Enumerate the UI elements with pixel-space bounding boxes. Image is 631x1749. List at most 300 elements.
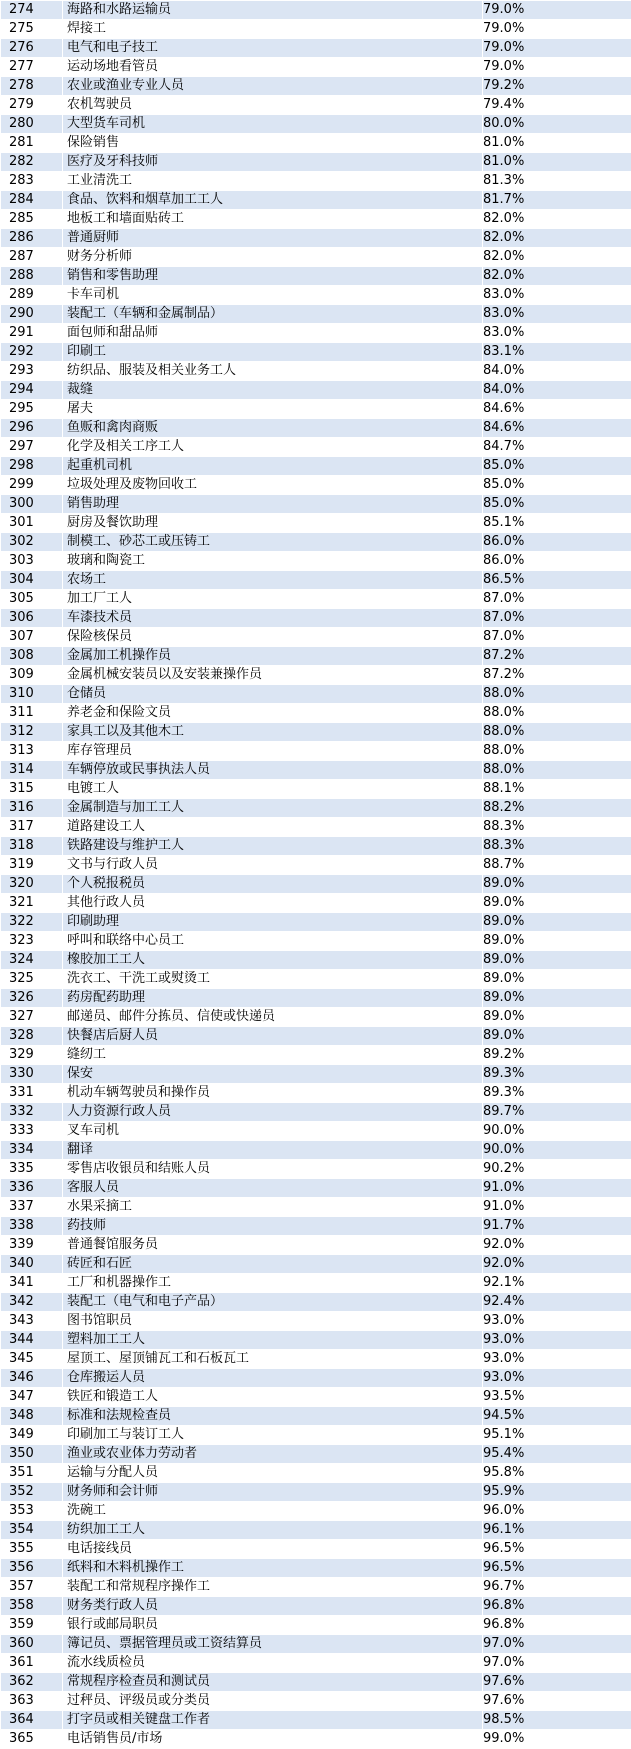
occupation-cell[interactable]: 电话接线员 xyxy=(63,1540,483,1559)
rank-cell[interactable]: 296 xyxy=(1,419,63,438)
probability-cell[interactable]: 88.0% xyxy=(483,685,631,704)
occupation-cell[interactable]: 卡车司机 xyxy=(63,286,483,305)
probability-cell[interactable]: 89.0% xyxy=(483,932,631,951)
occupation-cell[interactable]: 铁匠和锻造工人 xyxy=(63,1388,483,1407)
occupation-cell[interactable]: 保安 xyxy=(63,1065,483,1084)
rank-cell[interactable]: 337 xyxy=(1,1198,63,1217)
occupation-cell[interactable]: 工业清洗工 xyxy=(63,172,483,191)
occupation-cell[interactable]: 纺织加工工人 xyxy=(63,1521,483,1540)
probability-cell[interactable]: 88.7% xyxy=(483,856,631,875)
probability-cell[interactable]: 91.0% xyxy=(483,1198,631,1217)
probability-cell[interactable]: 82.0% xyxy=(483,210,631,229)
occupation-cell[interactable]: 药技师 xyxy=(63,1217,483,1236)
occupation-cell[interactable]: 常规程序检查员和测试员 xyxy=(63,1673,483,1692)
table-row xyxy=(1,1331,631,1350)
occupation-cell[interactable]: 装配工（车辆和金属制品） xyxy=(63,305,483,324)
rank-cell[interactable]: 275 xyxy=(1,20,63,39)
rank-cell[interactable]: 322 xyxy=(1,913,63,932)
rank-cell[interactable]: 313 xyxy=(1,742,63,761)
rank-cell[interactable]: 297 xyxy=(1,438,63,457)
occupation-cell[interactable]: 印刷工 xyxy=(63,343,483,362)
table-row xyxy=(1,495,631,514)
probability-cell[interactable]: 89.0% xyxy=(483,875,631,894)
occupation-cell[interactable]: 纺织品、服装及相关业务工人 xyxy=(63,362,483,381)
occupation-cell[interactable]: 砖匠和石匠 xyxy=(63,1255,483,1274)
rank-cell[interactable]: 318 xyxy=(1,837,63,856)
occupation-cell[interactable]: 裁缝 xyxy=(63,381,483,400)
occupation-cell[interactable]: 家具工以及其他木工 xyxy=(63,723,483,742)
probability-cell[interactable]: 94.5% xyxy=(483,1407,631,1426)
occupation-cell[interactable]: 医疗及牙科技师 xyxy=(63,153,483,172)
probability-cell[interactable]: 87.0% xyxy=(483,609,631,628)
probability-cell[interactable]: 97.6% xyxy=(483,1673,631,1692)
probability-cell[interactable]: 84.0% xyxy=(483,381,631,400)
rank-cell[interactable]: 345 xyxy=(1,1350,63,1369)
probability-cell[interactable]: 84.0% xyxy=(483,362,631,381)
occupation-cell[interactable]: 零售店收银员和结账人员 xyxy=(63,1160,483,1179)
probability-cell[interactable]: 85.0% xyxy=(483,476,631,495)
rank-cell[interactable]: 336 xyxy=(1,1179,63,1198)
occupation-cell[interactable]: 机动车辆驾驶员和操作员 xyxy=(63,1084,483,1103)
probability-cell[interactable]: 89.0% xyxy=(483,894,631,913)
rank-cell[interactable]: 365 xyxy=(1,1730,63,1749)
occupation-cell[interactable]: 快餐店后厨人员 xyxy=(63,1027,483,1046)
occupation-cell[interactable]: 水果采摘工 xyxy=(63,1198,483,1217)
probability-cell[interactable]: 83.0% xyxy=(483,305,631,324)
occupation-cell[interactable]: 个人税报税员 xyxy=(63,875,483,894)
occupation-cell[interactable]: 加工厂工人 xyxy=(63,590,483,609)
occupation-cell[interactable]: 制模工、砂芯工或压铸工 xyxy=(63,533,483,552)
rank-cell[interactable]: 279 xyxy=(1,96,63,115)
occupation-cell[interactable]: 电镀工人 xyxy=(63,780,483,799)
probability-cell[interactable]: 89.0% xyxy=(483,970,631,989)
occupation-cell[interactable]: 运动场地看管员 xyxy=(63,58,483,77)
probability-cell[interactable]: 88.2% xyxy=(483,799,631,818)
probability-cell[interactable]: 88.0% xyxy=(483,723,631,742)
rank-cell[interactable]: 281 xyxy=(1,134,63,153)
table-row xyxy=(1,1464,631,1483)
probability-cell[interactable]: 88.0% xyxy=(483,742,631,761)
probability-cell[interactable]: 96.7% xyxy=(483,1578,631,1597)
rank-cell[interactable]: 360 xyxy=(1,1635,63,1654)
rank-cell[interactable]: 359 xyxy=(1,1616,63,1635)
occupation-cell[interactable]: 运输与分配人员 xyxy=(63,1464,483,1483)
rank-cell[interactable]: 311 xyxy=(1,704,63,723)
table-row xyxy=(1,1521,631,1540)
probability-cell[interactable]: 95.4% xyxy=(483,1445,631,1464)
rank-cell[interactable]: 309 xyxy=(1,666,63,685)
occupation-cell[interactable]: 库存管理员 xyxy=(63,742,483,761)
occupation-cell[interactable]: 地板工和墙面贴砖工 xyxy=(63,210,483,229)
rank-cell[interactable]: 304 xyxy=(1,571,63,590)
occupation-cell[interactable]: 缝纫工 xyxy=(63,1046,483,1065)
probability-cell[interactable]: 81.0% xyxy=(483,134,631,153)
probability-cell[interactable]: 82.0% xyxy=(483,267,631,286)
rank-cell[interactable]: 298 xyxy=(1,457,63,476)
occupation-cell[interactable]: 普通厨师 xyxy=(63,229,483,248)
rank-cell[interactable]: 330 xyxy=(1,1065,63,1084)
probability-cell[interactable]: 98.5% xyxy=(483,1711,631,1730)
rank-cell[interactable]: 329 xyxy=(1,1046,63,1065)
probability-cell[interactable]: 87.2% xyxy=(483,647,631,666)
occupation-cell[interactable]: 标准和法规检查员 xyxy=(63,1407,483,1426)
probability-cell[interactable]: 87.0% xyxy=(483,590,631,609)
rank-cell[interactable]: 323 xyxy=(1,932,63,951)
probability-cell[interactable]: 96.8% xyxy=(483,1597,631,1616)
rank-cell[interactable]: 300 xyxy=(1,495,63,514)
occupation-cell[interactable]: 道路建设工人 xyxy=(63,818,483,837)
table-row xyxy=(1,381,631,400)
rank-cell[interactable]: 316 xyxy=(1,799,63,818)
rank-cell[interactable]: 302 xyxy=(1,533,63,552)
occupation-cell[interactable]: 车漆技术员 xyxy=(63,609,483,628)
probability-cell[interactable]: 85.0% xyxy=(483,495,631,514)
probability-cell[interactable]: 93.0% xyxy=(483,1369,631,1388)
occupation-cell[interactable]: 金属机械安装员以及安装兼操作员 xyxy=(63,666,483,685)
rank-cell[interactable]: 283 xyxy=(1,172,63,191)
probability-cell[interactable]: 97.0% xyxy=(483,1654,631,1673)
probability-cell[interactable]: 81.0% xyxy=(483,153,631,172)
probability-cell[interactable]: 92.0% xyxy=(483,1255,631,1274)
occupation-cell[interactable]: 装配工（电气和电子产品） xyxy=(63,1293,483,1312)
rank-cell[interactable]: 364 xyxy=(1,1711,63,1730)
probability-cell[interactable]: 92.0% xyxy=(483,1236,631,1255)
probability-cell[interactable]: 97.6% xyxy=(483,1692,631,1711)
occupation-cell[interactable]: 保险销售 xyxy=(63,134,483,153)
occupation-cell[interactable]: 印刷助理 xyxy=(63,913,483,932)
probability-cell[interactable]: 86.0% xyxy=(483,533,631,552)
probability-cell[interactable]: 88.1% xyxy=(483,780,631,799)
occupation-cell[interactable]: 财务师和会计师 xyxy=(63,1483,483,1502)
rank-cell[interactable]: 332 xyxy=(1,1103,63,1122)
table-row xyxy=(1,1255,631,1274)
occupation-cell[interactable]: 金属制造与加工工人 xyxy=(63,799,483,818)
occupation-cell[interactable]: 渔业或农业体力劳动者 xyxy=(63,1445,483,1464)
occupation-cell[interactable]: 塑料加工工人 xyxy=(63,1331,483,1350)
rank-cell[interactable]: 351 xyxy=(1,1464,63,1483)
table-row xyxy=(1,1274,631,1293)
rank-cell[interactable]: 286 xyxy=(1,229,63,248)
probability-cell[interactable]: 82.0% xyxy=(483,229,631,248)
occupation-cell[interactable]: 药房配药助理 xyxy=(63,989,483,1008)
probability-cell[interactable]: 81.7% xyxy=(483,191,631,210)
probability-cell[interactable]: 85.1% xyxy=(483,514,631,533)
occupation-cell[interactable]: 银行或邮局职员 xyxy=(63,1616,483,1635)
table-row xyxy=(1,115,631,134)
rank-cell[interactable]: 348 xyxy=(1,1407,63,1426)
table-row xyxy=(1,1350,631,1369)
occupation-cell[interactable]: 焊接工 xyxy=(63,20,483,39)
occupation-cell[interactable]: 印刷加工与装订工人 xyxy=(63,1426,483,1445)
probability-cell[interactable]: 90.0% xyxy=(483,1122,631,1141)
occupation-cell[interactable]: 玻璃和陶瓷工 xyxy=(63,552,483,571)
rank-cell[interactable]: 320 xyxy=(1,875,63,894)
rank-cell[interactable]: 344 xyxy=(1,1331,63,1350)
probability-cell[interactable]: 89.0% xyxy=(483,1027,631,1046)
probability-cell[interactable]: 91.7% xyxy=(483,1217,631,1236)
rank-cell[interactable]: 324 xyxy=(1,951,63,970)
occupation-cell[interactable]: 普通餐馆服务员 xyxy=(63,1236,483,1255)
occupation-cell[interactable]: 簿记员、票据管理员或工资结算员 xyxy=(63,1635,483,1654)
probability-cell[interactable]: 88.3% xyxy=(483,837,631,856)
probability-cell[interactable]: 95.8% xyxy=(483,1464,631,1483)
occupation-cell[interactable]: 海路和水路运输员 xyxy=(63,1,483,20)
rank-cell[interactable]: 338 xyxy=(1,1217,63,1236)
rank-cell[interactable]: 290 xyxy=(1,305,63,324)
rank-cell[interactable]: 314 xyxy=(1,761,63,780)
rank-cell[interactable]: 347 xyxy=(1,1388,63,1407)
probability-cell[interactable]: 96.1% xyxy=(483,1521,631,1540)
occupation-cell[interactable]: 农场工 xyxy=(63,571,483,590)
probability-cell[interactable]: 89.0% xyxy=(483,913,631,932)
probability-cell[interactable]: 86.5% xyxy=(483,571,631,590)
occupation-cell[interactable]: 农机驾驶员 xyxy=(63,96,483,115)
probability-cell[interactable]: 80.0% xyxy=(483,115,631,134)
probability-cell[interactable]: 89.2% xyxy=(483,1046,631,1065)
table-row xyxy=(1,20,631,39)
rank-cell[interactable]: 280 xyxy=(1,115,63,134)
rank-cell[interactable]: 308 xyxy=(1,647,63,666)
occupation-cell[interactable]: 翻译 xyxy=(63,1141,483,1160)
probability-cell[interactable]: 86.0% xyxy=(483,552,631,571)
probability-cell[interactable]: 89.3% xyxy=(483,1084,631,1103)
table-row xyxy=(1,77,631,96)
occupation-cell[interactable]: 仓储员 xyxy=(63,685,483,704)
rank-cell[interactable]: 356 xyxy=(1,1559,63,1578)
probability-cell[interactable]: 89.0% xyxy=(483,989,631,1008)
probability-cell[interactable]: 81.3% xyxy=(483,172,631,191)
occupation-cell[interactable]: 垃圾处理及废物回收工 xyxy=(63,476,483,495)
occupation-cell[interactable]: 图书馆职员 xyxy=(63,1312,483,1331)
rank-cell[interactable]: 342 xyxy=(1,1293,63,1312)
rank-cell[interactable]: 301 xyxy=(1,514,63,533)
table-row xyxy=(1,286,631,305)
rank-cell[interactable]: 355 xyxy=(1,1540,63,1559)
occupation-cell[interactable]: 财务类行政人员 xyxy=(63,1597,483,1616)
probability-cell[interactable]: 93.0% xyxy=(483,1312,631,1331)
table-row xyxy=(1,1312,631,1331)
occupation-cell[interactable]: 其他行政人员 xyxy=(63,894,483,913)
occupation-cell[interactable]: 仓库搬运人员 xyxy=(63,1369,483,1388)
occupation-cell[interactable]: 养老金和保险文员 xyxy=(63,704,483,723)
probability-cell[interactable]: 83.1% xyxy=(483,343,631,362)
probability-cell[interactable]: 79.2% xyxy=(483,77,631,96)
probability-cell[interactable]: 96.5% xyxy=(483,1559,631,1578)
rank-cell[interactable]: 294 xyxy=(1,381,63,400)
probability-cell[interactable]: 83.0% xyxy=(483,324,631,343)
occupation-cell[interactable]: 厨房及餐饮助理 xyxy=(63,514,483,533)
probability-cell[interactable]: 82.0% xyxy=(483,248,631,267)
probability-cell[interactable]: 79.0% xyxy=(483,20,631,39)
rank-cell[interactable]: 285 xyxy=(1,210,63,229)
probability-cell[interactable]: 79.4% xyxy=(483,96,631,115)
occupation-cell[interactable]: 洗衣工、干洗工或熨烫工 xyxy=(63,970,483,989)
occupation-cell[interactable]: 客服人员 xyxy=(63,1179,483,1198)
probability-cell[interactable]: 96.8% xyxy=(483,1616,631,1635)
table-row xyxy=(1,1730,631,1749)
rank-cell[interactable]: 321 xyxy=(1,894,63,913)
rank-cell[interactable]: 333 xyxy=(1,1122,63,1141)
rank-cell[interactable]: 319 xyxy=(1,856,63,875)
table-row xyxy=(1,761,631,780)
occupation-cell[interactable]: 车辆停放或民事执法人员 xyxy=(63,761,483,780)
rank-cell[interactable]: 310 xyxy=(1,685,63,704)
probability-cell[interactable]: 87.2% xyxy=(483,666,631,685)
rank-cell[interactable]: 312 xyxy=(1,723,63,742)
probability-cell[interactable]: 88.0% xyxy=(483,704,631,723)
probability-cell[interactable]: 92.4% xyxy=(483,1293,631,1312)
table-row xyxy=(1,932,631,951)
rank-cell[interactable]: 358 xyxy=(1,1597,63,1616)
occupation-cell[interactable]: 面包师和甜品师 xyxy=(63,324,483,343)
occupation-cell[interactable]: 人力资源行政人员 xyxy=(63,1103,483,1122)
table-row xyxy=(1,1559,631,1578)
probability-cell[interactable]: 95.1% xyxy=(483,1426,631,1445)
rank-cell[interactable]: 327 xyxy=(1,1008,63,1027)
occupation-cell[interactable]: 电话销售员/市场 xyxy=(63,1730,483,1749)
occupation-cell[interactable]: 化学及相关工序工人 xyxy=(63,438,483,457)
occupation-cell[interactable]: 装配工和常规程序操作工 xyxy=(63,1578,483,1597)
probability-cell[interactable]: 85.0% xyxy=(483,457,631,476)
occupation-cell[interactable]: 财务分析师 xyxy=(63,248,483,267)
rank-cell[interactable]: 295 xyxy=(1,400,63,419)
occupation-cell[interactable]: 橡胶加工工人 xyxy=(63,951,483,970)
table-row xyxy=(1,1141,631,1160)
rank-cell[interactable]: 343 xyxy=(1,1312,63,1331)
rank-cell[interactable]: 339 xyxy=(1,1236,63,1255)
occupation-cell[interactable]: 打字员或相关键盘工作者 xyxy=(63,1711,483,1730)
rank-cell[interactable]: 274 xyxy=(1,1,63,20)
probability-cell[interactable]: 88.0% xyxy=(483,761,631,780)
probability-cell[interactable]: 96.0% xyxy=(483,1502,631,1521)
rank-cell[interactable]: 352 xyxy=(1,1483,63,1502)
occupation-cell[interactable]: 工厂和机器操作工 xyxy=(63,1274,483,1293)
table-row xyxy=(1,571,631,590)
rank-cell[interactable]: 331 xyxy=(1,1084,63,1103)
occupation-cell[interactable]: 屠夫 xyxy=(63,400,483,419)
rank-cell[interactable]: 353 xyxy=(1,1502,63,1521)
occupation-cell[interactable]: 邮递员、邮件分拣员、信使或快递员 xyxy=(63,1008,483,1027)
rank-cell[interactable]: 315 xyxy=(1,780,63,799)
table-row xyxy=(1,153,631,172)
occupation-cell[interactable]: 销售和零售助理 xyxy=(63,267,483,286)
probability-cell[interactable]: 92.1% xyxy=(483,1274,631,1293)
occupation-cell[interactable]: 呼叫和联络中心员工 xyxy=(63,932,483,951)
occupation-cell[interactable]: 过秤员、评级员或分类员 xyxy=(63,1692,483,1711)
occupation-cell[interactable]: 流水线质检员 xyxy=(63,1654,483,1673)
probability-cell[interactable]: 88.3% xyxy=(483,818,631,837)
probability-cell[interactable]: 91.0% xyxy=(483,1179,631,1198)
occupation-cell[interactable]: 农业或渔业专业人员 xyxy=(63,77,483,96)
occupation-cell[interactable]: 铁路建设与维护工人 xyxy=(63,837,483,856)
probability-cell[interactable]: 97.0% xyxy=(483,1635,631,1654)
occupation-cell[interactable]: 销售助理 xyxy=(63,495,483,514)
rank-cell[interactable]: 354 xyxy=(1,1521,63,1540)
rank-cell[interactable]: 362 xyxy=(1,1673,63,1692)
occupation-cell[interactable]: 起重机司机 xyxy=(63,457,483,476)
occupation-cell[interactable]: 屋顶工、屋顶铺瓦工和石板瓦工 xyxy=(63,1350,483,1369)
probability-cell[interactable]: 87.0% xyxy=(483,628,631,647)
rank-cell[interactable]: 325 xyxy=(1,970,63,989)
probability-cell[interactable]: 83.0% xyxy=(483,286,631,305)
rank-cell[interactable]: 363 xyxy=(1,1692,63,1711)
table-row xyxy=(1,723,631,742)
table-row xyxy=(1,647,631,666)
probability-cell[interactable]: 79.0% xyxy=(483,1,631,20)
occupation-cell[interactable]: 文书与行政人员 xyxy=(63,856,483,875)
rank-cell[interactable]: 277 xyxy=(1,58,63,77)
rank-cell[interactable]: 289 xyxy=(1,286,63,305)
probability-cell[interactable]: 79.0% xyxy=(483,39,631,58)
rank-cell[interactable]: 284 xyxy=(1,191,63,210)
rank-cell[interactable]: 340 xyxy=(1,1255,63,1274)
table-row xyxy=(1,1293,631,1312)
occupation-cell[interactable]: 洗碗工 xyxy=(63,1502,483,1521)
probability-cell[interactable]: 93.0% xyxy=(483,1350,631,1369)
occupation-cell[interactable]: 纸料和木料机操作工 xyxy=(63,1559,483,1578)
rank-cell[interactable]: 299 xyxy=(1,476,63,495)
rank-cell[interactable]: 288 xyxy=(1,267,63,286)
rank-cell[interactable]: 276 xyxy=(1,39,63,58)
occupation-cell[interactable]: 电气和电子技工 xyxy=(63,39,483,58)
rank-cell[interactable]: 341 xyxy=(1,1274,63,1293)
rank-cell[interactable]: 307 xyxy=(1,628,63,647)
probability-cell[interactable]: 95.9% xyxy=(483,1483,631,1502)
probability-cell[interactable]: 89.7% xyxy=(483,1103,631,1122)
rank-cell[interactable]: 326 xyxy=(1,989,63,1008)
probability-cell[interactable]: 84.7% xyxy=(483,438,631,457)
probability-cell[interactable]: 93.5% xyxy=(483,1388,631,1407)
occupation-cell[interactable]: 叉车司机 xyxy=(63,1122,483,1141)
rank-cell[interactable]: 335 xyxy=(1,1160,63,1179)
rank-cell[interactable]: 293 xyxy=(1,362,63,381)
rank-cell[interactable]: 292 xyxy=(1,343,63,362)
probability-cell[interactable]: 84.6% xyxy=(483,419,631,438)
rank-cell[interactable]: 305 xyxy=(1,590,63,609)
rank-cell[interactable]: 278 xyxy=(1,77,63,96)
occupation-cell[interactable]: 大型货车司机 xyxy=(63,115,483,134)
rank-cell[interactable]: 303 xyxy=(1,552,63,571)
occupation-cell[interactable]: 鱼贩和禽肉商贩 xyxy=(63,419,483,438)
probability-cell[interactable]: 93.0% xyxy=(483,1331,631,1350)
rank-cell[interactable]: 334 xyxy=(1,1141,63,1160)
probability-cell[interactable]: 89.0% xyxy=(483,951,631,970)
rank-cell[interactable]: 349 xyxy=(1,1426,63,1445)
probability-cell[interactable]: 90.0% xyxy=(483,1141,631,1160)
rank-cell[interactable]: 361 xyxy=(1,1654,63,1673)
rank-cell[interactable]: 350 xyxy=(1,1445,63,1464)
probability-cell[interactable]: 89.0% xyxy=(483,1008,631,1027)
probability-cell[interactable]: 84.6% xyxy=(483,400,631,419)
rank-cell[interactable]: 357 xyxy=(1,1578,63,1597)
probability-cell[interactable]: 79.0% xyxy=(483,58,631,77)
rank-cell[interactable]: 346 xyxy=(1,1369,63,1388)
rank-cell[interactable]: 317 xyxy=(1,818,63,837)
table-row xyxy=(1,1388,631,1407)
rank-cell[interactable]: 306 xyxy=(1,609,63,628)
rank-cell[interactable]: 328 xyxy=(1,1027,63,1046)
rank-cell[interactable]: 287 xyxy=(1,248,63,267)
occupation-cell[interactable]: 金属加工机操作员 xyxy=(63,647,483,666)
rank-cell[interactable]: 282 xyxy=(1,153,63,172)
probability-cell[interactable]: 96.5% xyxy=(483,1540,631,1559)
rank-cell[interactable]: 291 xyxy=(1,324,63,343)
probability-cell[interactable]: 89.3% xyxy=(483,1065,631,1084)
occupation-cell[interactable]: 保险核保员 xyxy=(63,628,483,647)
probability-cell[interactable]: 90.2% xyxy=(483,1160,631,1179)
occupation-cell[interactable]: 食品、饮料和烟草加工工人 xyxy=(63,191,483,210)
probability-cell[interactable]: 99.0% xyxy=(483,1730,631,1749)
